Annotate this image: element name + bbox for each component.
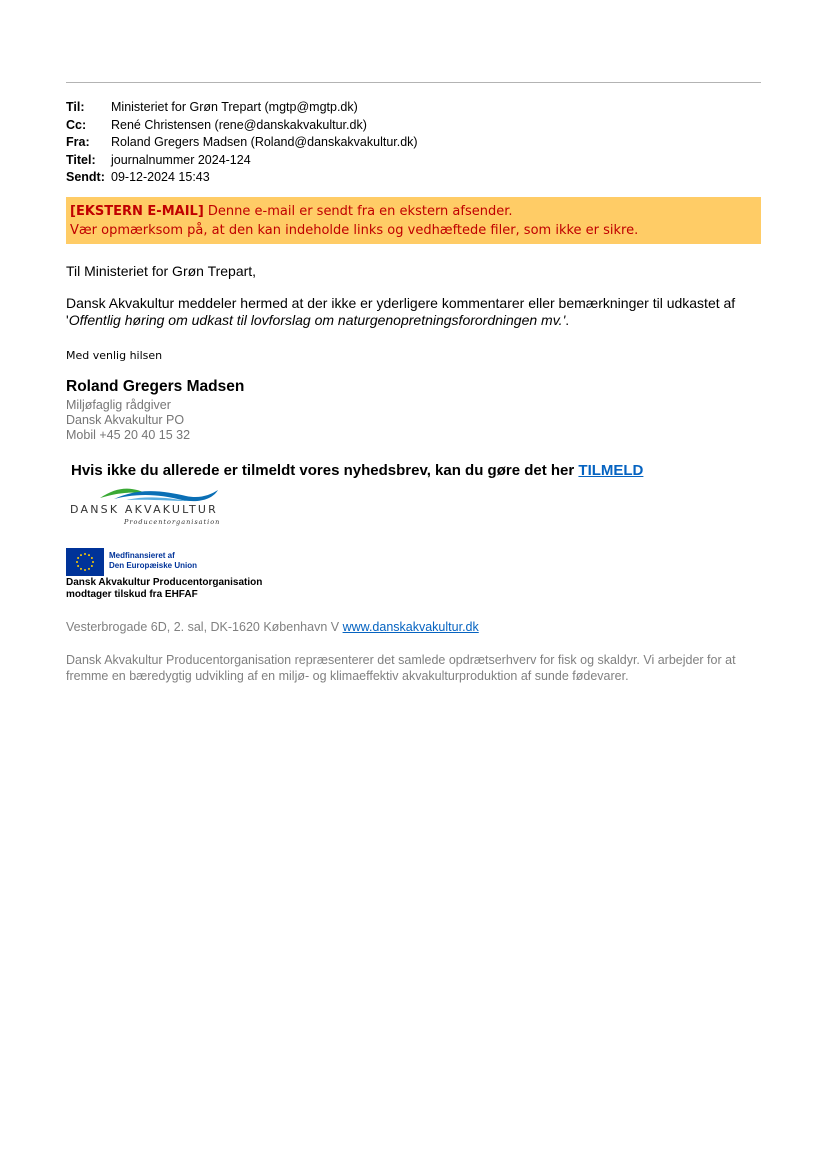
- website-link[interactable]: www.danskakvakultur.dk: [342, 620, 479, 634]
- header-label: Cc:: [66, 117, 87, 132]
- warning-line1: Denne e-mail er sendt fra en ekstern afsender.: [203, 204, 513, 219]
- header-value: René Christensen (rene@danskakvakultur.dk): [111, 117, 367, 132]
- body-paragraph: [66, 295, 766, 329]
- greeting: Til Ministeriet for Grøn Trepart,: [66, 263, 257, 279]
- subscribe-link[interactable]: TILMELD: [578, 462, 644, 479]
- logo-sub: Producentorganisation: [124, 518, 221, 526]
- address-text: Vesterbrogade 6D, 2. sal, DK-1620 København V: [66, 620, 343, 634]
- signature-block: [66, 398, 190, 443]
- signature-name: Roland Gregers Madsen: [66, 378, 245, 395]
- signature-phone: Mobil +45 20 40 15 32: [66, 428, 191, 442]
- warning-tag: [EKSTERN E-MAIL]: [70, 204, 204, 219]
- header-from: [66, 134, 418, 152]
- eu-funding-badge: [66, 548, 204, 576]
- signature-title: Miljøfaglig rådgiver: [66, 398, 171, 412]
- eu-caption1: Dansk Akvakultur Producentorganisation: [66, 577, 263, 588]
- logo-name: DANSK AKVAKULTUR: [70, 503, 219, 516]
- eu-text: [104, 548, 197, 576]
- header-value: journalnummer 2024-124: [111, 152, 251, 167]
- eu-line1: Medfinansieret af: [109, 551, 175, 560]
- eu-caption2: modtager tilskud fra EHFAF: [66, 589, 198, 600]
- header-value: 09-12-2024 15:43: [111, 170, 210, 184]
- eu-caption: [66, 577, 262, 601]
- closing: Med venlig hilsen: [66, 349, 163, 362]
- header-divider: [66, 82, 761, 83]
- header-label: Sendt:: [66, 170, 105, 184]
- newsletter-text: Hvis ikke du allerede er tilmeldt vores nyhedsbrev, kan du gøre det her: [71, 462, 579, 479]
- header-label: Titel:: [66, 152, 96, 167]
- eu-line2: Den Europæiske Union: [109, 561, 198, 570]
- header-value: Roland Gregers Madsen (Roland@danskakvakultur.dk): [111, 135, 418, 149]
- header-sent: [66, 169, 418, 187]
- header-label: Til:: [66, 100, 85, 114]
- header-to: [66, 99, 418, 117]
- email-headers: [66, 99, 418, 187]
- organisation-description: Dansk Akvakultur Producentorganisation repræsenterer det samlede opdrætserhverv for fisk og skaldyr. Vi arbejder for at fremme en bæredygtig udvikling af en miljø- og klimaeffektiv akvakulturproduktion af sunde fødevarer.: [66, 653, 736, 683]
- header-value: Ministeriet for Grøn Trepart (mgtp@mgtp.dk): [111, 100, 358, 114]
- signature-org: Dansk Akvakultur PO: [66, 413, 185, 427]
- external-email-warning: [66, 197, 761, 244]
- dansk-akvakultur-logo: [66, 482, 238, 528]
- newsletter-line: [71, 462, 643, 479]
- header-label: Fra:: [66, 135, 90, 149]
- header-cc: [66, 117, 418, 135]
- body-text: Dansk Akvakultur meddeler hermed at der ikke er yderligere kommentarer eller bemærkninger til udkastet af ': [66, 295, 736, 328]
- body-end: .: [565, 312, 570, 328]
- warning-line2: Vær opmærksom på, at den kan indeholde links og vedhæftede filer, som ikke er sikre.: [70, 223, 639, 238]
- body-italic: Offentlig høring om udkast til lovforslag om naturgenopretningsforordningen mv.': [68, 312, 566, 328]
- header-title: [66, 152, 418, 170]
- address-line: [66, 620, 479, 634]
- eu-flag-icon: [66, 548, 104, 576]
